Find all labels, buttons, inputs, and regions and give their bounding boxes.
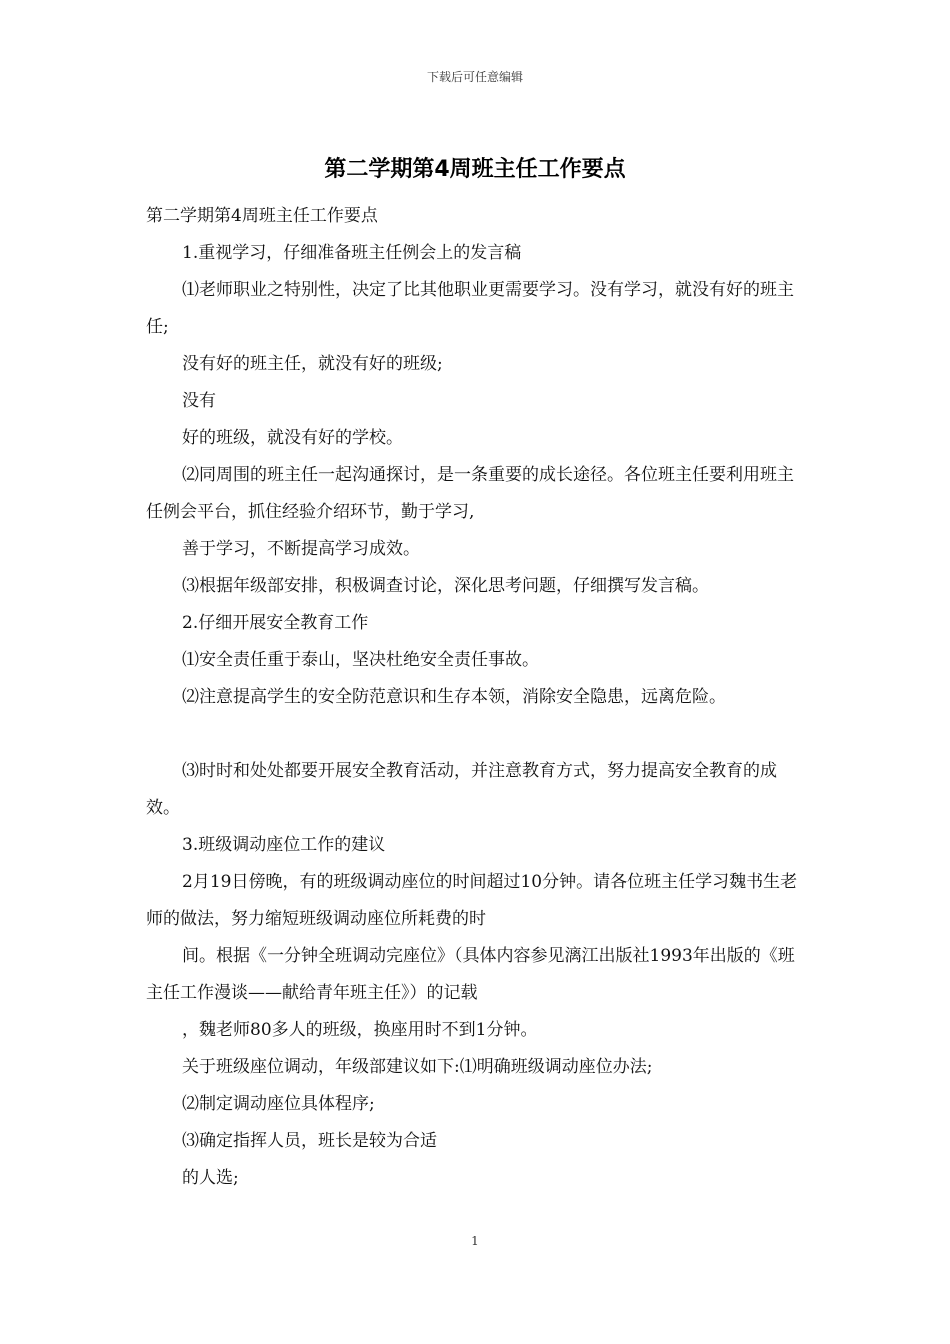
section-heading: 3.班级调动座位工作的建议 xyxy=(182,835,386,855)
paragraph: 没有好的班主任，就没有好的班级; xyxy=(182,354,443,374)
paragraph: 关于班级座位调动，年级部建议如下:⑴明确班级调动座位办法; xyxy=(182,1057,653,1077)
paragraph: ⑵同周围的班主任一起沟通探讨，是一条重要的成长途径。各位班主任要利用班主任例会平台，抓住经验介绍环节，勤于学习, xyxy=(146,465,794,522)
paragraph: 第二学期第4周班主任工作要点 xyxy=(146,206,378,226)
page-number: 1 xyxy=(471,1234,479,1248)
paragraph: ⑶根据年级部安排，积极调查讨论，深化思考问题，仔细撰写发言稿。 xyxy=(182,576,709,596)
paragraph: ，魏老师80多人的班级，换座用时不到1分钟。 xyxy=(182,1020,538,1040)
paragraph: 的人选; xyxy=(182,1168,239,1188)
section-heading: 1.重视学习，仔细准备班主任例会上的发言稿 xyxy=(182,243,522,263)
paragraph: ⑵制定调动座位具体程序; xyxy=(182,1094,375,1114)
paragraph: ⑶确定指挥人员，班长是较为合适 xyxy=(182,1131,437,1151)
paragraph: 2月19日傍晚，有的班级调动座位的时间超过10分钟。请各位班主任学习魏书生老师的做法，努力缩短班级调动座位所耗费的时 xyxy=(146,872,798,929)
paragraph: 间。根据《一分钟全班调动完座位》（具体内容参见漓江出版社1993年出版的《班主任工作漫谈——献给青年班主任》）的记载 xyxy=(146,946,795,1003)
document-title: 第二学期第4周班主任工作要点 xyxy=(324,157,626,182)
paragraph: ⑴老师职业之特别性，决定了比其他职业更需要学习。没有学习，就没有好的班主任; xyxy=(146,280,794,337)
paragraph: 没有 xyxy=(182,391,216,411)
paragraph: ⑴安全责任重于泰山，坚决杜绝安全责任事故。 xyxy=(182,650,539,670)
paragraph: ⑶时时和处处都要开展安全教育活动，并注意教育方式，努力提高安全教育的成效。 xyxy=(146,761,777,818)
paragraph: ⑵注意提高学生的安全防范意识和生存本领，消除安全隐患，远离危险。 xyxy=(182,687,726,707)
paragraph: 善于学习，不断提高学习成效。 xyxy=(182,539,420,559)
document-body xyxy=(146,198,808,1197)
header-note: 下载后可任意编辑 xyxy=(426,70,523,84)
paragraph-spacer xyxy=(146,716,808,753)
paragraph: 好的班级，就没有好的学校。 xyxy=(182,428,403,448)
section-heading: 2.仔细开展安全教育工作 xyxy=(182,613,369,633)
